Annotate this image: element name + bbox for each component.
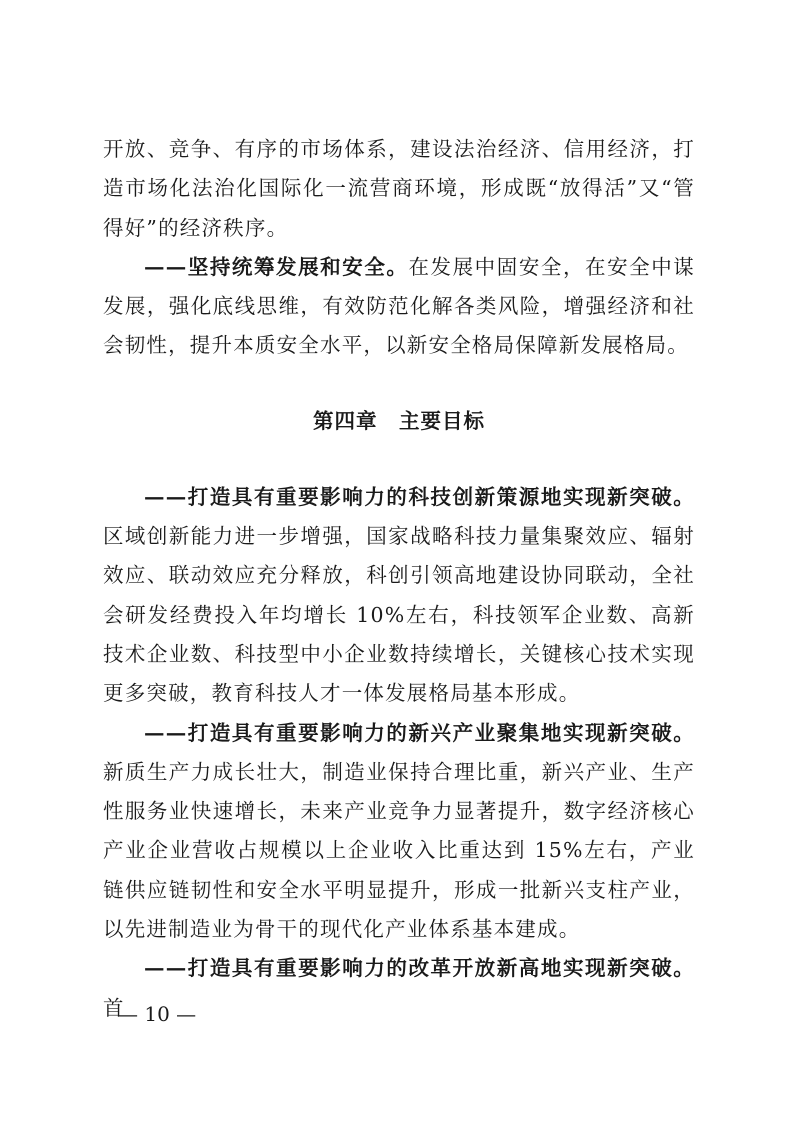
page-number: 10 (144, 1002, 170, 1026)
page-footer (118, 1000, 196, 1028)
goal-lead: ——打造具有重要影响力的科技创新策源地实现新突破。 (144, 484, 695, 509)
footer-dash-right: — (169, 1002, 197, 1026)
chapter-heading: 第四章 主要目标 (313, 408, 485, 433)
continuation-paragraph: 开放、竞争、有序的市场体系，建设法治经济、信用经济，打造市场化法治化国际化一流营商环境，形成既“放得活”又“管得好”的经济秩序。 (103, 137, 695, 240)
goal-lead: ——打造具有重要影响力的新兴产业聚集地实现新突破。 (144, 720, 695, 745)
principle-safety-body: 在发展中固安全，在安全中谋发展，强化底线思维，有效防范化解各类风险，增强经济和社会韧性，提升本质安全水平，以新安全格局保障新发展格局。 (103, 254, 695, 358)
principle-safety-lead: ——坚持统筹发展和安全。 (144, 254, 409, 279)
footer-dash-left: — (118, 1002, 145, 1026)
page-content (103, 130, 695, 1028)
goal-paragraph-industry (103, 714, 695, 950)
goal-lead: ——打造具有重要影响力的改革开放新高地实现新突破。 (144, 956, 695, 981)
goal-body: 首 (103, 995, 125, 1020)
goal-body: 区域创新能力进一步增强，国家战略科技力量集聚效应、辐射效应、联动效应充分释放，科创引领高地建设协同联动，全社会研发经费投入年均增长 10%左右，科技领军企业数、高新技术企业数、科技型中小企业数持续增长，关键核心技术实现更多突破，教育科技人才一体发展格局基本形成。 (103, 524, 695, 706)
goal-paragraph-tech (103, 478, 695, 714)
principle-safety-paragraph (103, 248, 695, 366)
goal-body: 新质生产力成长壮大，制造业保持合理比重，新兴产业、生产性服务业快速增长，未来产业竞争力显著提升，数字经济核心产业企业营收占规模以上企业收入比重达到 15%左右，产业链供应链韧性和安全水平明显提升，形成一批新兴支柱产业，以先进制造业为骨干的现代化产业体系基本建成。 (103, 759, 695, 942)
